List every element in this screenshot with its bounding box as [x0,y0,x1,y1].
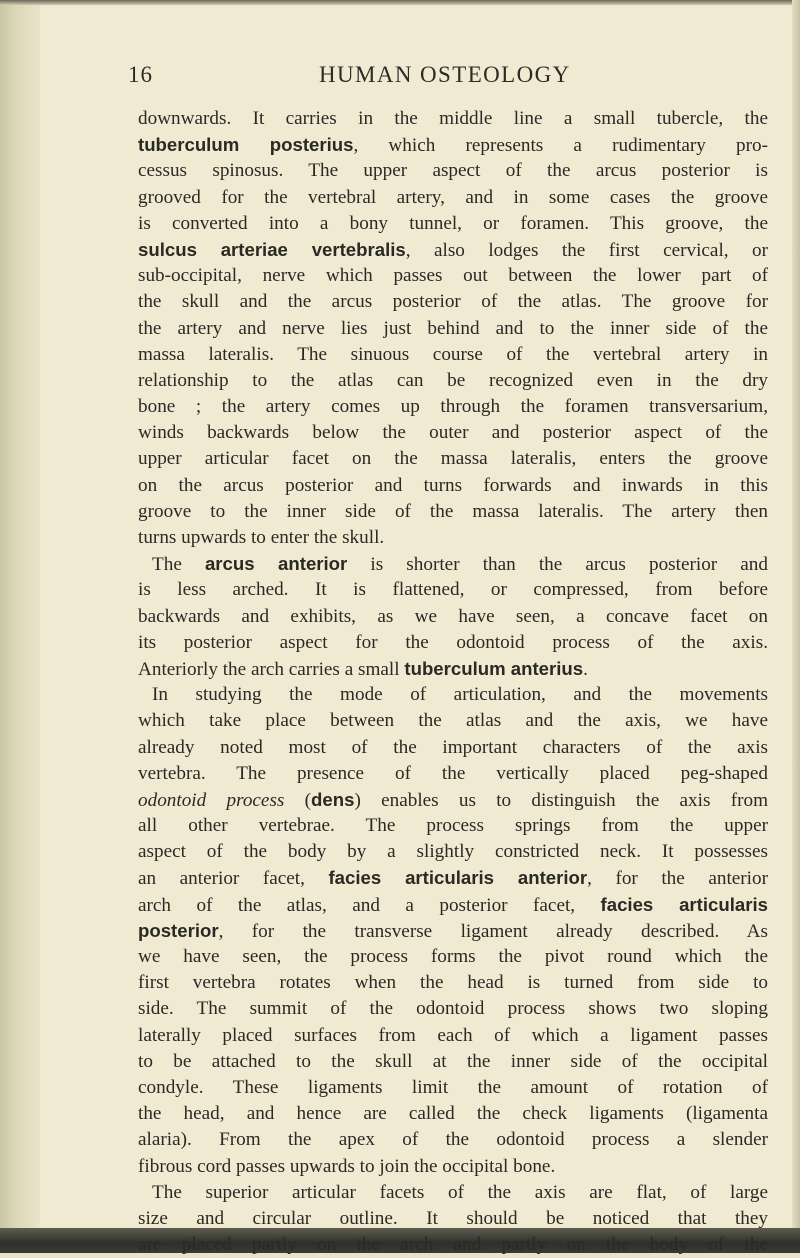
bold-term: posterior [138,919,219,941]
text-segment: are placed partly on the arch and partly on the body of the [138,1234,768,1256]
text-line [138,106,768,132]
text-segment: , which represents a rudimentary pro- [353,135,768,157]
text-line [138,1075,768,1101]
text-line [138,892,768,918]
text-line [138,761,768,787]
bold-term: tuberculum posterius [138,134,354,156]
text-segment: first vertebra rotates when the head is turned from side to [138,972,768,994]
text-segment: massa lateralis. The sinuous course of the vertebral artery in [138,343,768,365]
text-segment: alaria). From the apex of the odontoid process a slender [138,1129,768,1151]
text-segment: Anteriorly the arch carries a small [138,658,405,680]
text-line [138,263,768,289]
text-line [138,708,768,734]
text-segment: grooved for the vertebral artery, and in some cases the groove [138,186,768,208]
text-segment: the skull and the arcus posterior of the atlas. The groove for [138,291,768,313]
text-segment: ( [284,789,312,811]
text-line [138,211,768,237]
book-binding-shadow [0,0,42,1253]
text-line [138,237,768,263]
text-segment: we have seen, the process forms the pivot round which the [138,946,768,967]
text-line [138,342,768,368]
text-segment: which take place between the atlas and the axis, we have [138,710,768,732]
text-segment: backwards and exhibits, as we have seen, a concave facet on [138,605,768,627]
bold-term: facies articularis [600,893,768,915]
right-page-edge [792,0,800,1253]
text-line [138,551,768,577]
text-line [138,499,768,525]
text-segment: aspect of the body by a slightly constricted neck. It possesses [138,841,768,863]
text-segment: size and circular outline. It should be noticed that they [138,1207,768,1229]
text-line [138,865,768,891]
bold-term: dens [311,788,355,810]
text-segment: laterally placed surfaces from each of which a ligament passes [138,1024,768,1046]
text-line [138,1180,768,1206]
top-edge-shadow [0,0,800,5]
text-segment: condyle. These ligaments limit the amount of rotation of [138,1076,768,1098]
text-line [138,473,768,499]
page-number: 16 [128,62,153,87]
text-line [138,394,768,420]
text-line [138,656,768,682]
text-segment: fibrous cord passes upwards to join the occipital bone. [138,1155,556,1177]
page-header [128,62,768,92]
text-segment: all other vertebrae. The process springs from the upper [138,815,768,837]
text-segment: side. The summit of the odontoid process shows two sloping [138,998,768,1020]
text-line [138,289,768,315]
text-segment: already noted most of the important characters of the axis [138,736,768,758]
text-line [138,420,768,446]
text-line [138,132,768,158]
text-line [138,525,768,551]
text-line [138,1206,768,1232]
text-line [138,682,768,708]
bold-term: tuberculum anterius [404,657,584,679]
text-segment: is converted into a bony tunnel, or foramen. This groove, the [138,212,768,234]
text-line [138,918,768,944]
text-segment: downwards. It carries in the middle line a small tubercle, the [138,108,768,129]
text-segment: In studying the mode of articulation, and the movements [152,684,768,706]
text-segment: to be attached to the skull at the inner side of the occipital [138,1050,768,1072]
text-line [138,1049,768,1075]
text-segment: an anterior facet, [138,868,329,890]
text-line [138,577,768,603]
text-line [138,185,768,211]
text-line [138,787,768,813]
text-segment: , for the anterior [587,868,768,890]
text-line [138,839,768,865]
text-segment: turns upwards to enter the skull. [138,527,385,548]
text-line [138,1232,768,1258]
text-segment: The [152,554,205,576]
text-segment: on the arcus posterior and turns forwards and inwards in this [138,474,768,496]
text-line [138,1127,768,1153]
text-segment: . [583,658,588,680]
text-segment: the artery and nerve lies just behind and to the inner side of the [138,317,768,339]
text-segment: arch of the atlas, and a posterior facet, [138,894,601,916]
text-line [138,813,768,839]
text-segment: ) enables us to distinguish the axis from [354,789,768,811]
text-line [138,1154,768,1180]
text-segment: the head, and hence are called the check ligaments (ligamenta [138,1103,768,1125]
text-segment: , also lodges the first cervical, or [405,239,768,261]
text-line [138,970,768,996]
body-text [138,106,768,1258]
text-segment: relationship to the atlas can be recognized even in the dry [138,369,768,391]
text-line [138,446,768,472]
text-segment: cessus spinosus. The upper aspect of the arcus posterior is [138,160,768,182]
text-segment: is less arched. It is flattened, or compressed, from before [138,579,768,601]
text-segment: winds backwards below the outer and posterior aspect of the [138,422,768,444]
text-segment: upper articular facet on the massa lateralis, enters the groove [138,448,768,470]
text-segment: groove to the inner side of the massa lateralis. The artery then [138,500,768,522]
italic-term: odontoid process [138,789,285,811]
text-segment: bone ; the artery comes up through the foramen transversarium, [138,396,768,418]
text-line [138,368,768,394]
text-line [138,158,768,184]
text-segment: vertebra. The presence of the vertically placed peg-shaped [138,762,768,784]
bold-term: arcus anterior [204,553,348,575]
text-segment: The superior articular facets of the axis are flat, of large [152,1181,768,1203]
text-line [138,316,768,342]
text-segment: , for the transverse ligament already described. As [218,920,768,942]
text-segment: its posterior aspect for the odontoid process of the axis. [138,631,768,653]
text-line [138,944,768,970]
text-line [138,996,768,1022]
text-line [138,604,768,630]
text-line [138,1101,768,1127]
text-line [138,1023,768,1049]
bold-term: facies articularis anterior [328,867,588,889]
bold-term: sulcus arteriae vertebralis [138,238,406,260]
text-line [138,630,768,656]
text-segment: is shorter than the arcus posterior and [347,554,768,576]
text-segment: sub-occipital, nerve which passes out between the lower part of [138,265,768,287]
text-line [138,735,768,761]
running-title: HUMAN OSTEOLOGY [319,62,571,87]
